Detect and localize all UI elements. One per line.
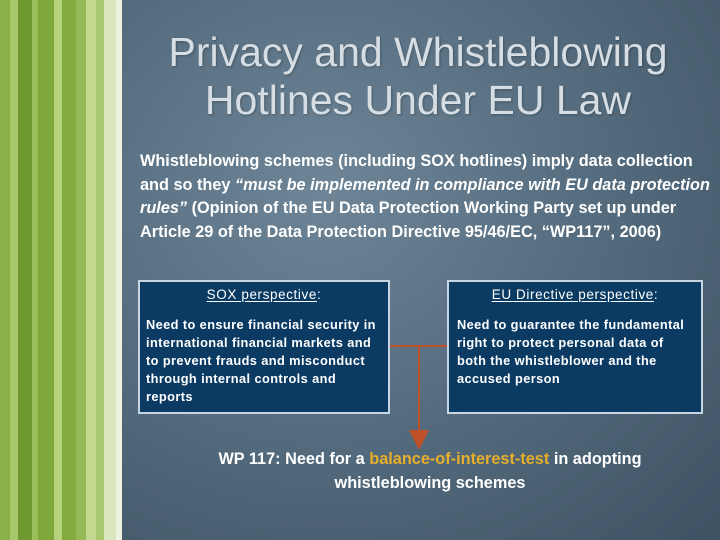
eu-directive-heading: EU Directive perspective:: [491, 287, 659, 302]
intro-text-2: (Opinion of the EU Data Protection Working Party set up under Article 29 of the Data Protection Directive 95/46/EC, “WP117”, 2006): [140, 199, 677, 241]
balance-of-interest-test-highlight: balance-of-interest-test: [369, 450, 550, 468]
intro-quote: “must be implemented in compliance with EU data protection rules”: [140, 175, 710, 217]
conclusion-text: [180, 448, 680, 495]
intro-text-1: Whistleblowing schemes (including SOX hotlines) imply data collection and so they: [140, 152, 693, 194]
title-line-2: Hotlines Under EU Law: [204, 77, 632, 123]
sox-perspective-heading: SOX perspective:: [206, 287, 322, 302]
conclusion-text-1: WP 117: Need for a: [218, 450, 370, 468]
conclusion-text-2: in adopting whistleblowing schemes: [334, 450, 642, 492]
title-line-1: Privacy and Whistleblowing: [168, 29, 668, 75]
sox-perspective-body: Need to ensure financial security in international financial markets and to prevent frauds and misconduct through internal controls and reports: [146, 317, 376, 404]
eu-directive-body: Need to guarantee the fundamental right to protect personal data of both the whistleblower and the accused person: [457, 317, 685, 386]
